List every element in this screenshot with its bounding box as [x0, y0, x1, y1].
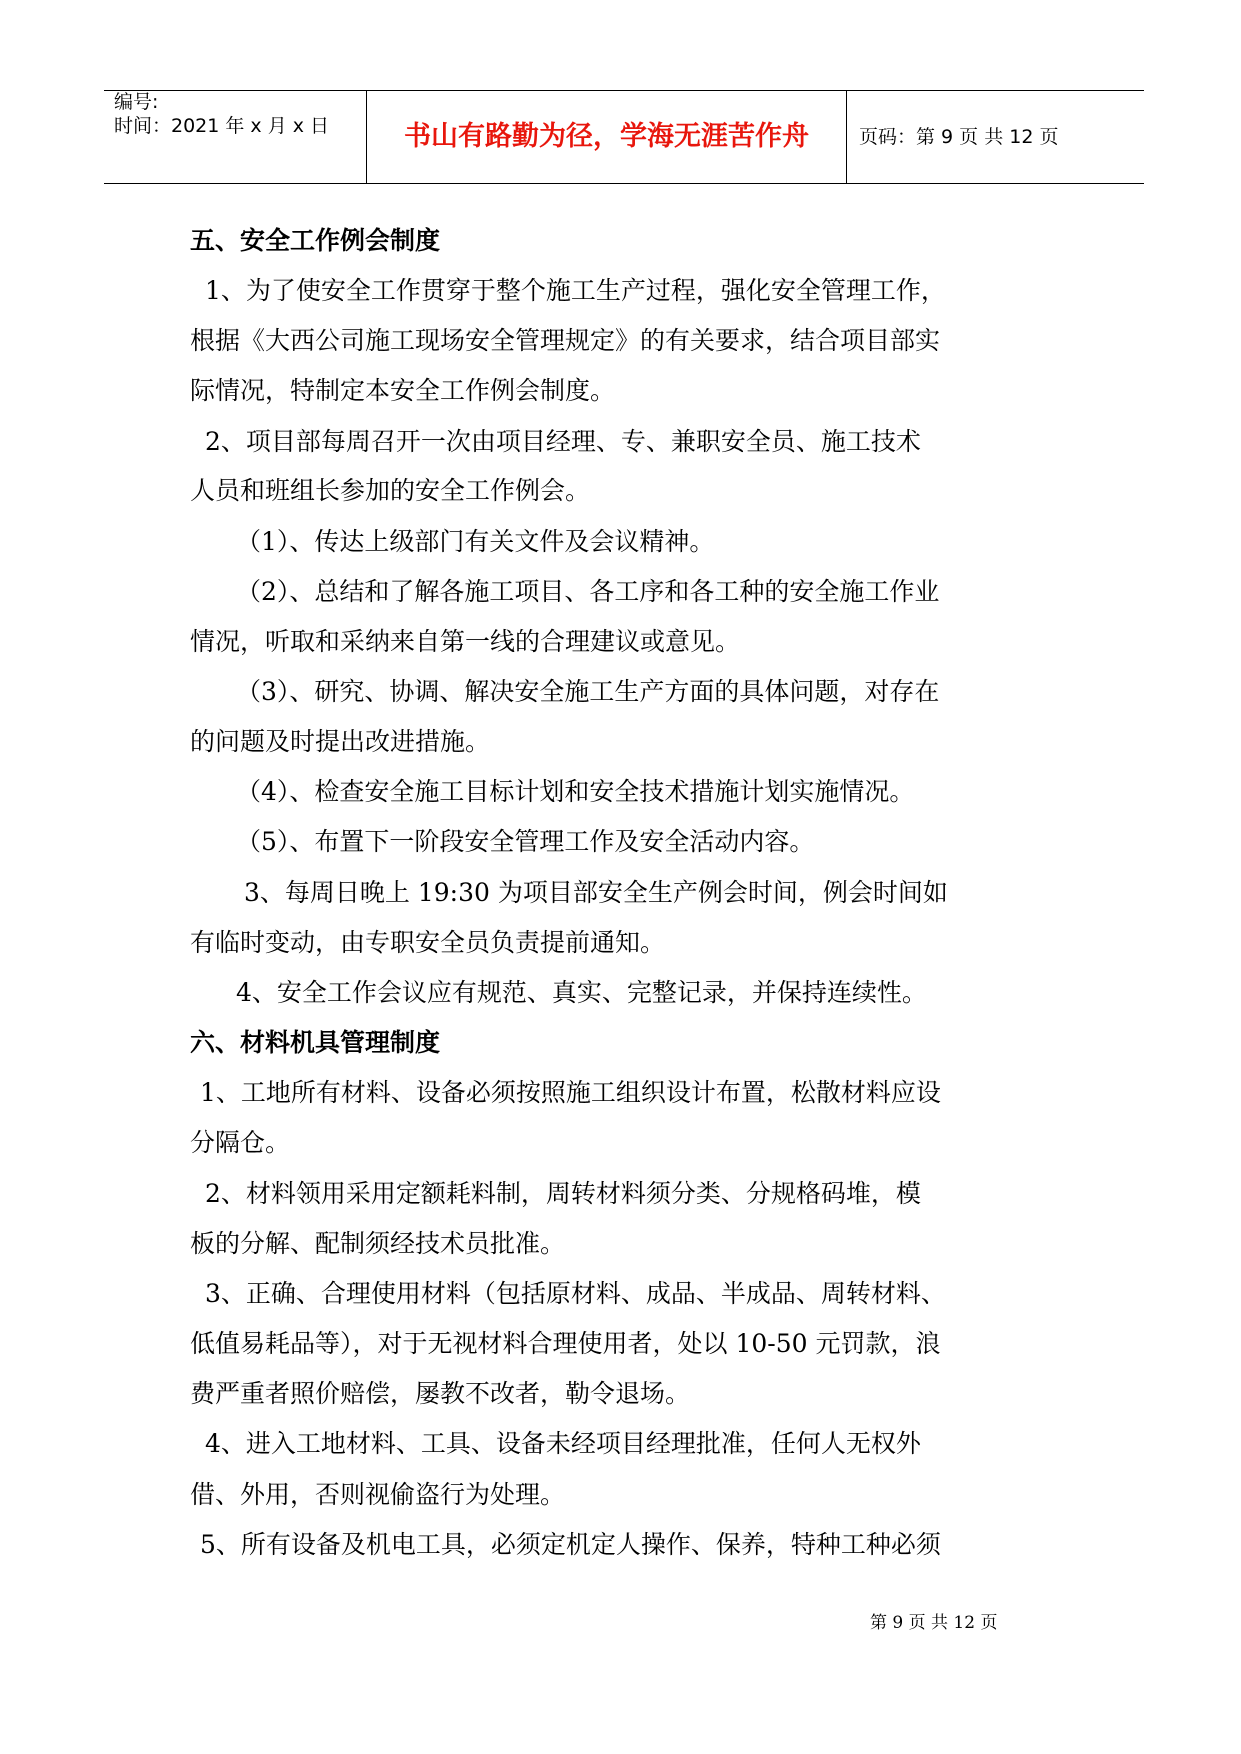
paragraph-line: 有临时变动，由专职安全员负责提前通知。	[190, 928, 666, 957]
header-meta-cell	[104, 91, 367, 183]
paragraph-line: 5、所有设备及机电工具，必须定机定人操作、保养，特种工种必须	[200, 1530, 941, 1559]
paragraph-line: 2、项目部每周召开一次由项目经理、专、兼职安全员、施工技术	[205, 427, 921, 456]
header-motto-cell	[367, 91, 847, 183]
paragraph-line: 的问题及时提出改进措施。	[190, 727, 491, 756]
time-text: 时间：2021 年 x 月 x 日	[114, 115, 330, 137]
section-heading: 六、材料机具管理制度	[190, 1028, 441, 1057]
paragraph-line: 1、为了使安全工作贯穿于整个施工生产过程，强化安全管理工作，	[205, 276, 946, 305]
paragraph-line: 1、工地所有材料、设备必须按照施工组织设计布置，松散材料应设	[200, 1078, 941, 1107]
paragraph-line: 借、外用，否则视偷盗行为处理。	[190, 1480, 566, 1509]
paragraph-line: （4）、检查安全施工目标计划和安全技术措施计划实施情况。	[236, 777, 915, 806]
paragraph-line: （5）、布置下一阶段安全管理工作及安全活动内容。	[236, 827, 815, 856]
paragraph-line: 分隔仓。	[190, 1128, 291, 1157]
paragraph-line: 4、安全工作会议应有规范、真实、完整记录，并保持连续性。	[236, 978, 927, 1007]
page-header	[104, 90, 1144, 184]
paragraph-line: （2）、总结和了解各施工项目、各工序和各工种的安全施工作业	[236, 577, 940, 606]
paragraph-line: 3、每周日晚上 19:30 为项目部安全生产例会时间，例会时间如	[244, 878, 948, 907]
paragraph-line: 际情况，特制定本安全工作例会制度。	[190, 376, 616, 405]
header-page-cell	[847, 91, 1144, 183]
paragraph-line: 情况，听取和采纳来自第一线的合理建议或意见。	[190, 627, 741, 656]
paragraph-line: （1）、传达上级部门有关文件及会议精神。	[236, 527, 715, 556]
paragraph-line: 费严重者照价赔偿，屡教不改者，勒令退场。	[190, 1379, 691, 1408]
paragraph-line: 4、进入工地材料、工具、设备未经项目经理批准，任何人无权外	[205, 1429, 921, 1458]
paragraph-line: 2、材料领用采用定额耗料制，周转材料须分类、分规格码堆，模	[205, 1179, 921, 1208]
paragraph-line: 低值易耗品等），对于无视材料合理使用者，处以 10-50 元罚款，浪	[190, 1329, 941, 1358]
serial-label: 编号:	[114, 91, 159, 113]
header-page-number: 页码：第 9 页 共 12 页	[859, 126, 1059, 148]
footer-page-number: 第 9 页 共 12 页	[870, 1613, 998, 1633]
paragraph-line: 人员和班组长参加的安全工作例会。	[190, 476, 591, 505]
paragraph-line: 板的分解、配制须经技术员批准。	[190, 1229, 566, 1258]
motto-text: 书山有路勤为径，学海无涯苦作舟	[404, 121, 809, 152]
section-heading: 五、安全工作例会制度	[190, 226, 441, 255]
paragraph-line: （3）、研究、协调、解决安全施工生产方面的具体问题，对存在	[236, 677, 940, 706]
paragraph-line: 根据《大西公司施工现场安全管理规定》的有关要求，结合项目部实	[190, 326, 941, 355]
paragraph-line: 3、正确、合理使用材料（包括原材料、成品、半成品、周转材料、	[205, 1279, 946, 1308]
